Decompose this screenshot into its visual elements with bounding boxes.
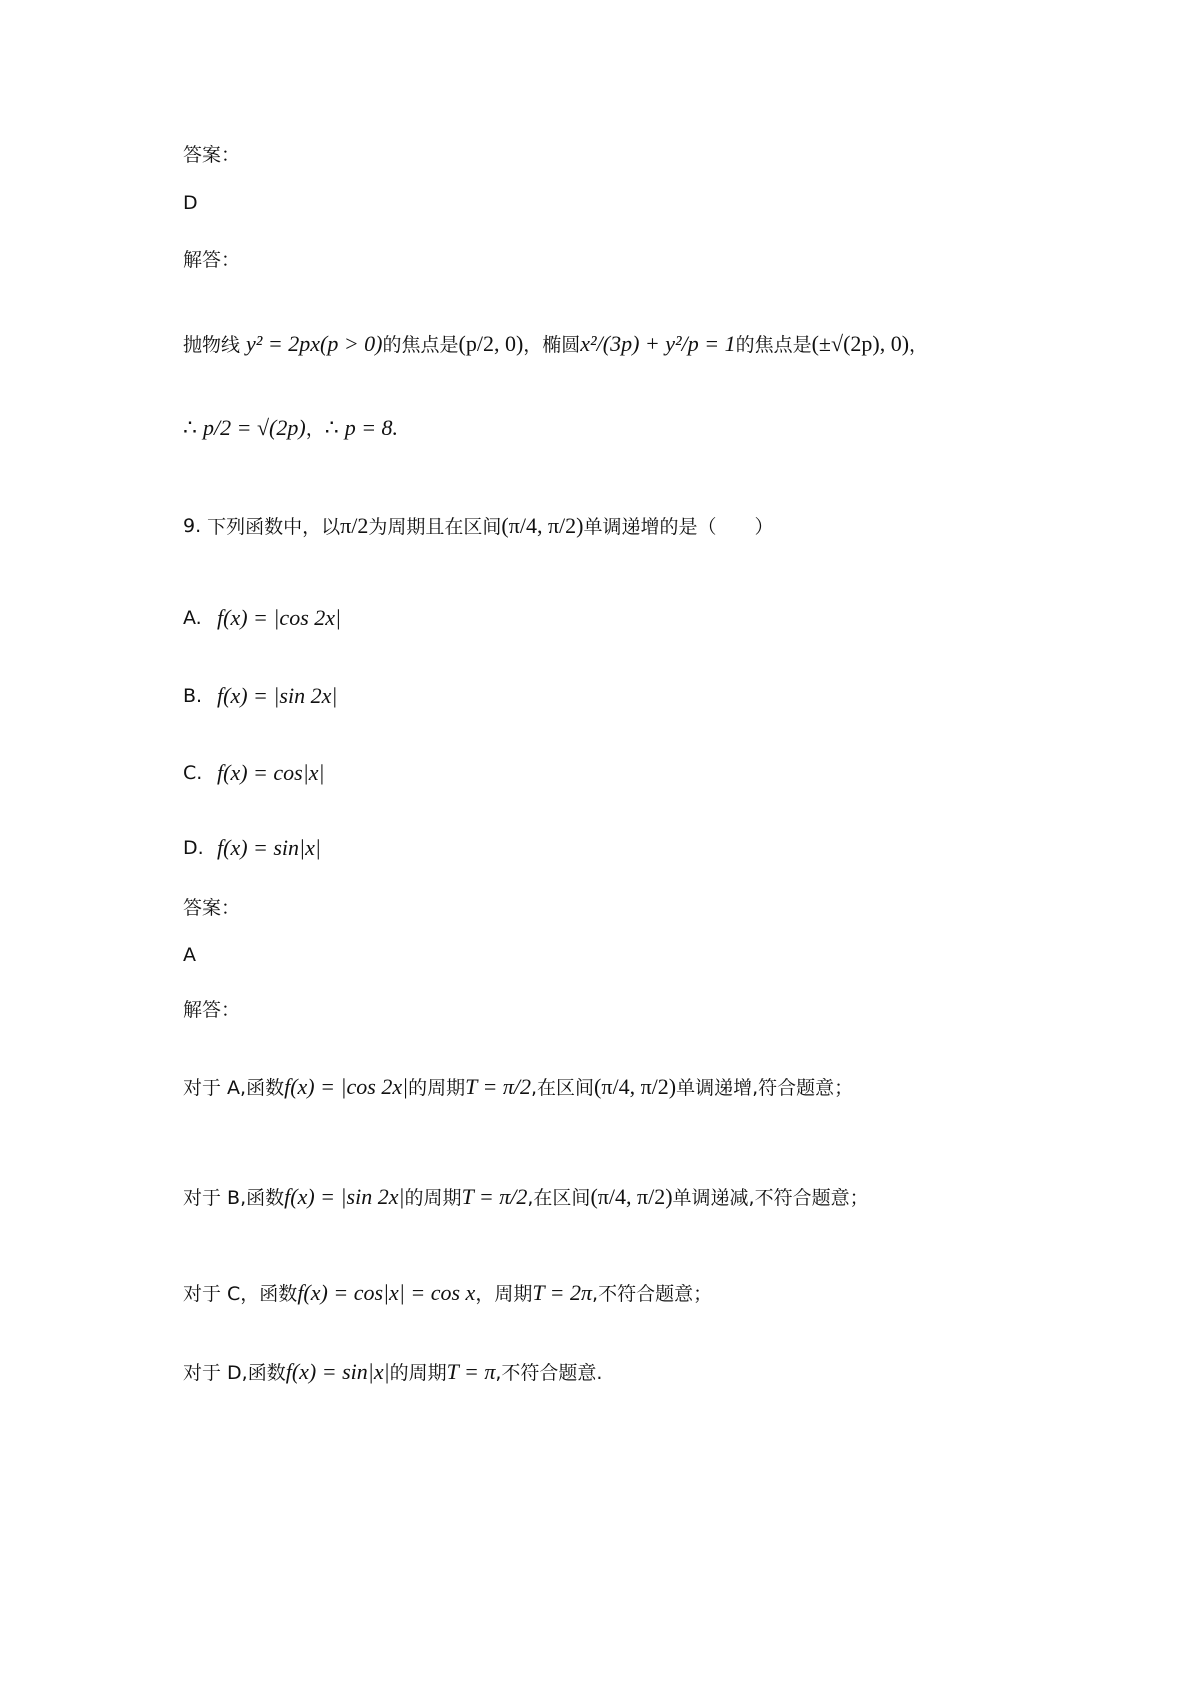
option-letter: D. (183, 837, 204, 859)
analysis-period: T = π/2 (465, 1073, 531, 1099)
option-expr: f(x) = |cos 2x| (217, 605, 342, 630)
answer-value-2 (183, 944, 196, 966)
answer-value-1 (183, 192, 198, 214)
therefore-symbol-2: ∴ (324, 414, 339, 440)
solution-label-2 (183, 995, 240, 1022)
analysis-interval-lead: ,在区间 (530, 1077, 595, 1099)
option-letter: C. (183, 762, 203, 784)
focus-1: (p/2, 0) (458, 330, 524, 356)
period-pi-half: π/2 (340, 512, 369, 538)
sol1-text-1: 抛物线 (183, 334, 241, 356)
analysis-prefix: 对于 B,函数 (183, 1187, 285, 1209)
sol1-sep: ， (305, 418, 325, 440)
answer-label-2 (183, 893, 240, 920)
solution-label-text: 解答： (183, 999, 241, 1021)
result-p: p = 8. (344, 414, 399, 440)
analysis-conclusion: ,不符合题意； (592, 1283, 713, 1305)
option-b (183, 683, 337, 709)
question-text-2: 为周期且在区间 (368, 516, 502, 538)
solution-label-1 (183, 245, 240, 272)
option-expr: f(x) = sin|x| (217, 835, 321, 860)
ellipse-equation: x²/(3p) + y²/p = 1 (580, 330, 736, 356)
answer-label-text: 答案： (183, 897, 241, 919)
analysis-period: T = π (446, 1358, 496, 1384)
sol1-text-2: 的焦点是 (382, 334, 459, 356)
option-letter: A. (183, 607, 202, 629)
answer-label-1 (183, 140, 240, 167)
sol1-comma: ， (909, 334, 929, 356)
option-expr: f(x) = |sin 2x| (217, 683, 338, 708)
analysis-conclusion: 单调递增,符合题意； (676, 1077, 854, 1099)
analysis-a (183, 1073, 853, 1100)
analysis-function: f(x) = sin|x| (285, 1358, 390, 1384)
analysis-interval: (π/4, π/2) (590, 1183, 673, 1209)
analysis-mid: 的周期 (389, 1362, 447, 1384)
solution-label-text: 解答： (183, 249, 241, 271)
equation-p-half: p/2 = √(2p) (203, 414, 306, 440)
question-9 (183, 512, 774, 539)
analysis-d (183, 1358, 602, 1385)
option-c (183, 760, 325, 786)
analysis-period: T = π/2 (461, 1183, 528, 1209)
option-expr: f(x) = cos|x| (217, 760, 325, 785)
analysis-function: f(x) = cos|x| = cos x (297, 1279, 476, 1305)
interval: (π/4, π/2) (501, 512, 584, 538)
sol1-text-4: 的焦点是 (735, 334, 812, 356)
analysis-prefix: 对于 A,函数 (183, 1077, 285, 1099)
option-a (183, 605, 341, 631)
analysis-function: f(x) = |sin 2x| (284, 1183, 405, 1209)
sol1-text-3: ，椭圆 (523, 334, 581, 356)
option-letter: B. (183, 685, 203, 707)
analysis-interval-lead: ,在区间 (527, 1187, 591, 1209)
answer-value-text: D (183, 192, 198, 214)
analysis-function: f(x) = |cos 2x| (284, 1073, 409, 1099)
focus-2: (±√(2p), 0) (811, 330, 910, 356)
question-number: 9. (183, 514, 202, 537)
analysis-conclusion: 单调递减,不符合题意； (672, 1187, 869, 1209)
analysis-mid: 的周期 (408, 1077, 466, 1099)
answer-value-text: A (183, 944, 196, 966)
analysis-mid: 的周期 (404, 1187, 462, 1209)
question-text-1: 下列函数中，以 (207, 516, 341, 538)
analysis-period: T = 2π (532, 1279, 593, 1305)
analysis-prefix: 对于 D,函数 (183, 1362, 286, 1384)
analysis-conclusion: ,不符合题意. (495, 1362, 603, 1384)
analysis-b (183, 1183, 869, 1210)
option-d (183, 835, 321, 861)
question-text-3: 单调递增的是（ ） (583, 516, 774, 538)
solution1-line2 (183, 414, 398, 441)
therefore-symbol-1: ∴ (183, 414, 197, 440)
analysis-mid: ，周期 (475, 1283, 533, 1305)
analysis-c (183, 1279, 712, 1306)
answer-label-text: 答案： (183, 144, 241, 166)
analysis-prefix: 对于 C，函数 (183, 1283, 298, 1305)
analysis-interval: (π/4, π/2) (594, 1073, 677, 1099)
solution1-line1 (183, 330, 928, 357)
parabola-equation: y² = 2px(p > 0) (246, 330, 383, 356)
